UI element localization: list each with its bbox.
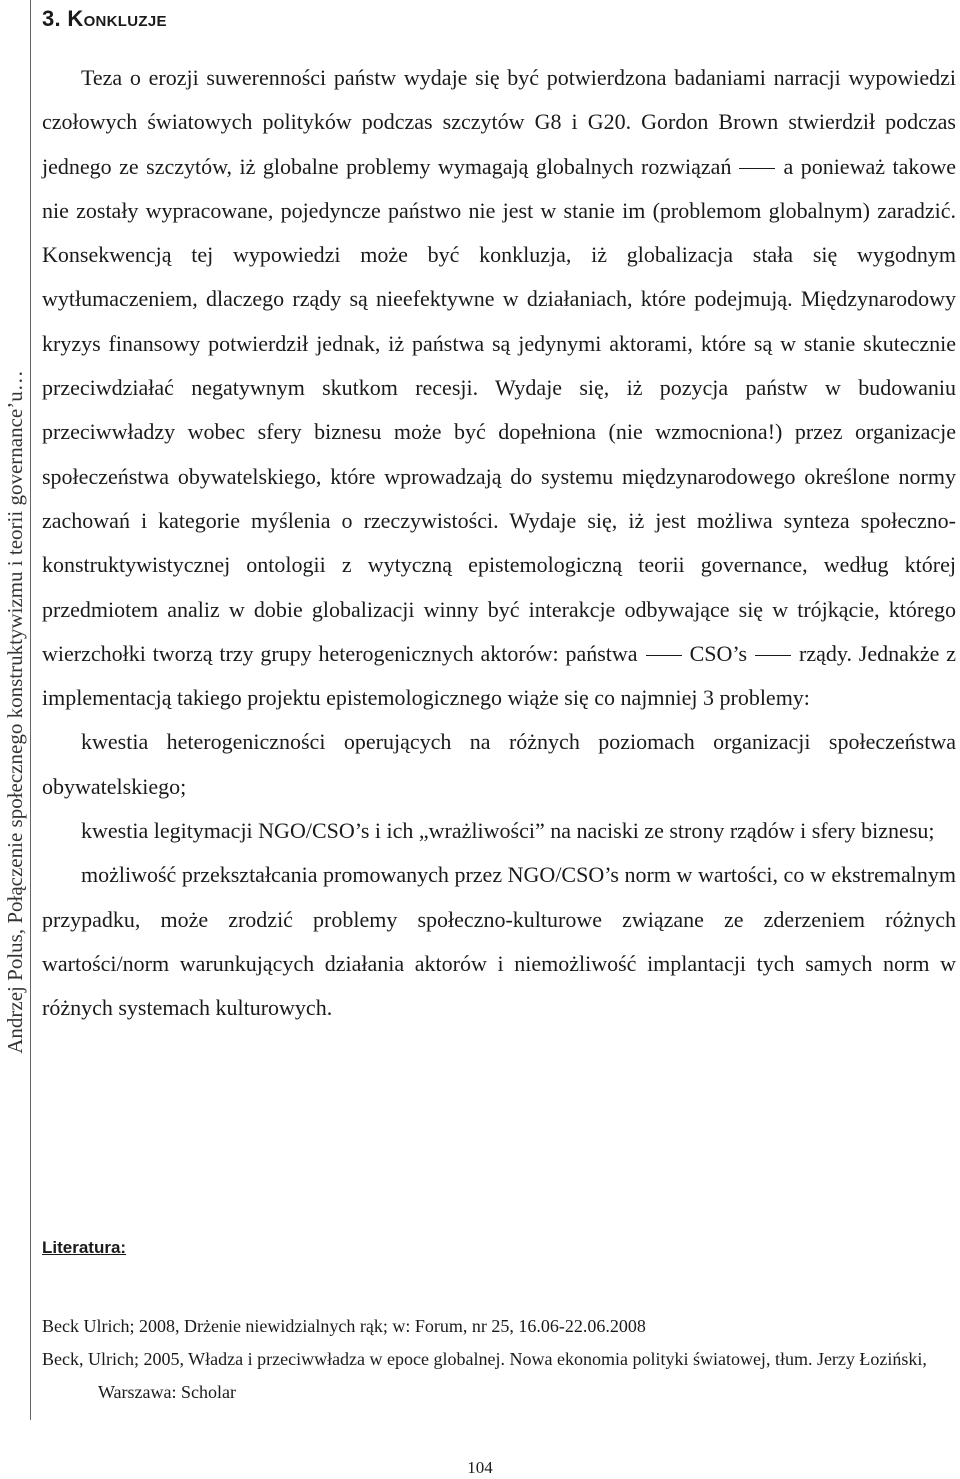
references-list: [42, 1310, 956, 1409]
em-dash-3: [755, 655, 791, 656]
page-number: 104: [467, 1458, 493, 1477]
section-heading: [42, 6, 956, 32]
reference-item-2: Beck, Ulrich; 2005, Władza i przeciwwładza w epoce globalnej. Nowa ekonomia polityki światowej, tłum. Jerzy Łoziński, Warszawa: Scholar: [42, 1349, 927, 1402]
main-paragraph-part-2: a ponieważ takowe nie zostały wypracowane, pojedyncze państwo nie jest w stanie im (problemom globalnym) zaradzić. Konsekwencją tej wypowiedzi może być konkluzja, iż globalizacja stała się wygodnym wytłumaczeniem, dlaczego rządy są nieefektywne w działaniach, które podejmują. Międzynarodowy kryzys finansowy potwierdził jednak, iż państwa są jedynymi aktorami, które są w stanie skutecznie przeciwdziałać negatywnym skutkom recesji. Wydaje się, iż pozycja państw w budowaniu przeciwwładzy wobec sfery biznesu może być dopełniona (nie wzmocniona!) przez organizacje społeczeństwa obywatelskiego, które wprowadzają do systemu międzynarodowego określone normy zachowań i kategorie myślenia o rzeczywistości. Wydaje się, iż jest możliwa synteza społeczno-konstruktywistycznej ontologii z wytyczną epistemologiczną teorii governance, według której przedmiotem analiz w dobie globalizacji winny być interakcje odbywające się w trójkącie, którego wierzchołki tworzą trzy grupy heterogenicznych aktorów: państwa: [42, 153, 957, 666]
main-paragraph-part-4: rządy. Jednakże z implementacją takiego projektu epistemologicznego wiąże się co najmniej 3 problemy:: [42, 640, 956, 711]
reference-item-1: Beck Ulrich; 2008, Drżenie niewidzialnych rąk; w: Forum, nr 25, 16.06-22.06.2008: [42, 1316, 646, 1336]
running-header: [0, 0, 31, 1420]
main-paragraph-part-1: Teza o erozji suwerenności państw wydaje się być potwierdzona badaniami narracji wypowiedzi czołowych światowych polityków podczas szczytów G8 i G20. Gordon Brown stwierdził podczas jednego ze szczytów, iż globalne problemy wymagają globalnych rozwiązań: [42, 65, 956, 179]
literature-heading: Literatura:: [42, 1238, 127, 1257]
em-dash-2: [646, 655, 682, 656]
problem-item-2: kwestia legitymacji NGO/CSO’s i ich „wrażliwości” na naciski ze strony rządów i sfery biznesu;: [81, 818, 935, 844]
main-paragraph: [42, 56, 956, 720]
em-dash-1: [739, 168, 775, 169]
section-number: 3.: [42, 6, 61, 31]
problems-list: [42, 720, 956, 1030]
main-paragraph-part-3: CSO’s: [689, 640, 748, 666]
page-content: [42, 0, 956, 1031]
problem-item-1: kwestia heterogeniczności operujących na różnych poziomach organizacji społeczeństwa obywatelskiego;: [42, 729, 956, 799]
problem-item-3: możliwość przekształcania promowanych przez NGO/CSO’s norm w wartości, co w ekstremalnym przypadku, może zrodzić problemy społeczno-kulturowe związane ze zderzeniem różnych wartości/norm warunkujących działania aktorów i niemożliwość implantacji tych samych norm w różnych systemach kulturowych.: [42, 862, 956, 1021]
section-title: Konkluzje: [67, 6, 167, 31]
running-header-text: Andrzej Polus, Połączenie społecznego konstruktywizmu i teorii governance’u…: [3, 370, 27, 1054]
